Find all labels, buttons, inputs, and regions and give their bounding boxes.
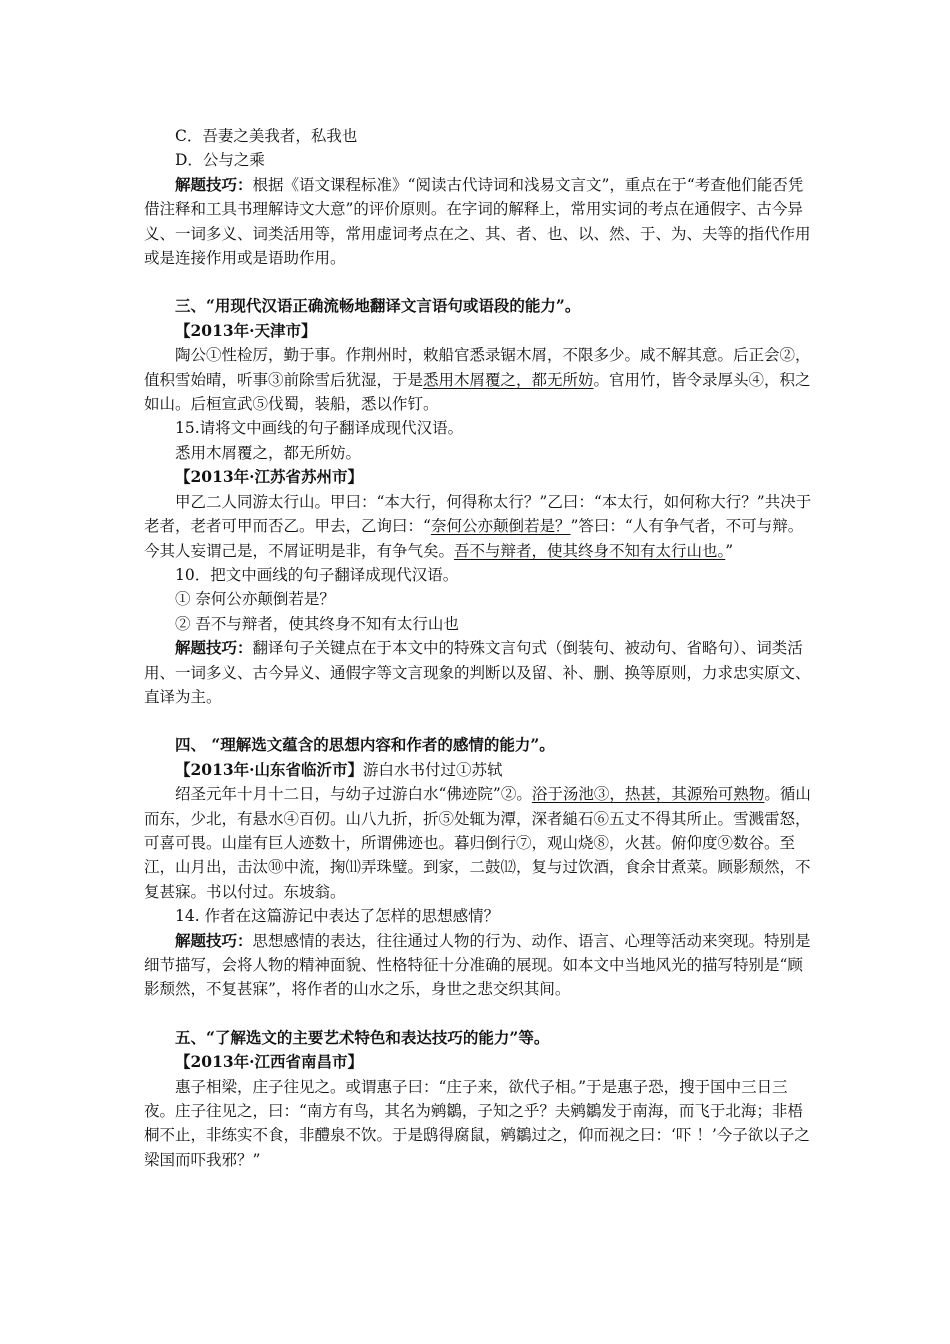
section3-answer2b: ② 吾不与辩者，使其终身不知有太行山也 — [175, 614, 459, 633]
passage-text: 甲乙二人同游太行山。甲曰：“本大行，何得称太行？”乙曰：“本太行，如何称大行？”共决于老者，老者可甲而否乙。甲去，乙询曰：“ — [144, 492, 812, 536]
section4-question: 14. 作者在这篇游记中表达了怎样的思想感情？ — [175, 907, 500, 926]
underlined-sentence: 悉用木屑覆之，都无所妨 — [423, 370, 594, 389]
tip-label: 解题技巧： — [175, 930, 253, 950]
section3-heading: 三、“用现代汉语正确流畅地翻译文言语句或语段的能力”。 — [175, 296, 581, 316]
section4-source-title: 游白水书付过①苏轼 — [363, 760, 503, 779]
passage-text: 陶公①性检厉，勤于事。作荆州时，敕船官悉录锯木屑，不限多少。咸不解其意。后正会②，值积雪始晴，听事③前除雪后犹湿，于是 — [144, 346, 811, 389]
section4-source-line — [144, 758, 814, 782]
tip-paragraph-2 — [144, 636, 814, 709]
underlined-sentence: 吾不与辩者，使其终身不知有太行山也。 — [454, 541, 726, 560]
underlined-sentence: 奈何公亦颠倒若是？ — [430, 517, 571, 536]
passage-text: 绍圣元年十月十二日，与幼子过游白水“佛迹院”②。 — [175, 785, 532, 804]
passage-text: 。官用竹，皆令录厚头④，积之如山。后桓宣武⑤伐蜀，装船，悉以作钉。 — [144, 370, 811, 414]
tip-label: 解题技巧： — [175, 638, 253, 658]
section4-passage — [144, 782, 814, 904]
section3-question2: 10．把文中画线的句子翻译成现代汉语。 — [175, 565, 459, 584]
section3-passage1 — [144, 343, 814, 416]
option-c: C．吾妻之美我者，私我也 — [175, 127, 358, 145]
section3-answer2a: ① 奈何公亦颠倒若是？ — [175, 590, 335, 609]
section4-heading: 四、 “理解选文蕴含的思想内容和作者的感情的能力”。 — [175, 735, 555, 755]
section5-passage: 惠子相梁，庄子往见之。或谓惠子曰：“庄子来，欲代子相。”于是惠子恐，搜于国中三日三夜。庄子往见之，曰：“南方有鸟，其名为鹓鶵，子知之乎？夫鹓鶵发于南海，而飞于北海；非梧桐不止，非练实不食，非醴泉不饮。于是鸱得腐鼠，鹓鶵过之，仰而视之曰：‘吓 ！’今子欲以子之梁国而吓我邪？” — [144, 1077, 810, 1169]
tip-paragraph-1 — [144, 173, 814, 271]
section3-answer1: 悉用木屑覆之，都无所妨。 — [175, 443, 362, 462]
section4-source: 【2013年·山东省临沂市】 — [175, 759, 364, 779]
passage-text: ”答曰：“人有争气者，不可与辩。今其人妄谓己是，不屑证明是非，有争气矣。 — [144, 517, 804, 560]
option-d: D．公与之乘 — [175, 151, 265, 170]
section5-heading: 五、“了解选文的主要艺术特色和表达技巧的能力”等。 — [175, 1027, 550, 1047]
section3-question1: 15.请将文中画线的句子翻译成现代汉语。 — [175, 419, 464, 438]
tip-label: 解题技巧： — [175, 174, 253, 194]
underlined-sentence: 浴于汤池③，热甚，其源殆可熟物 — [531, 785, 765, 804]
section5-source: 【2013年·江西省南昌市】 — [175, 1052, 364, 1072]
tip-text: 翻译句子关键点在于本文中的特殊文言句式（倒装句、被动句、省略句）、词类活用、一词多义、古今异义、通假字等文言现象的判断以及留、补、删、换等原则，力求忠实原文、直译为主。 — [144, 639, 811, 706]
section3-source1: 【2013年·天津市】 — [175, 320, 317, 340]
section3-source2: 【2013年·江苏省苏州市】 — [175, 467, 364, 487]
passage-text: ” — [725, 541, 734, 560]
tip-text: 根据《语文课程标准》“阅读古代诗词和浅易文言文”，重点在于“考查他们能否凭借注释和工具书理解诗文大意”的评价原则。在字词的解释上，常用实词的考点在通假字、古今异义、一词多义、词类活用等，常用虚词考点在之、其、者、也、以、然、于、为、夫等的指代作用或是连接作用或是语助作用。 — [144, 175, 811, 268]
tip-paragraph-3 — [144, 929, 814, 1002]
tip-text: 思想感情的表达，往往通过人物的行为、动作、语言、心理等活动来突现。特别是细节描写，会将人物的精神面貌、性格特征十分准确的展现。如本文中当地风光的描写特别是“顾影颓然，不复甚寐”，将作者的山水之乐，身世之悲交织其间。 — [144, 931, 811, 999]
section3-passage2 — [144, 490, 814, 563]
passage-text: 。循山而东，少北，有悬水④百仞。山八九折，折⑤处辄为潭，深者縋石⑥五丈不得其所止。雪溅雷怒，可喜可畏。山崖有巨人迹数十，所谓佛迹也。暮归倒行⑦，观山烧⑧，火甚。俯仰度⑨数谷。至江，山月出，击汰⑩中流，掬⑾弄珠璧。到家，二鼓⑿，复与过饮酒，食余甘煮菜。顾影颓然，不复甚寐。书以付过。东坡翁。 — [144, 785, 811, 901]
